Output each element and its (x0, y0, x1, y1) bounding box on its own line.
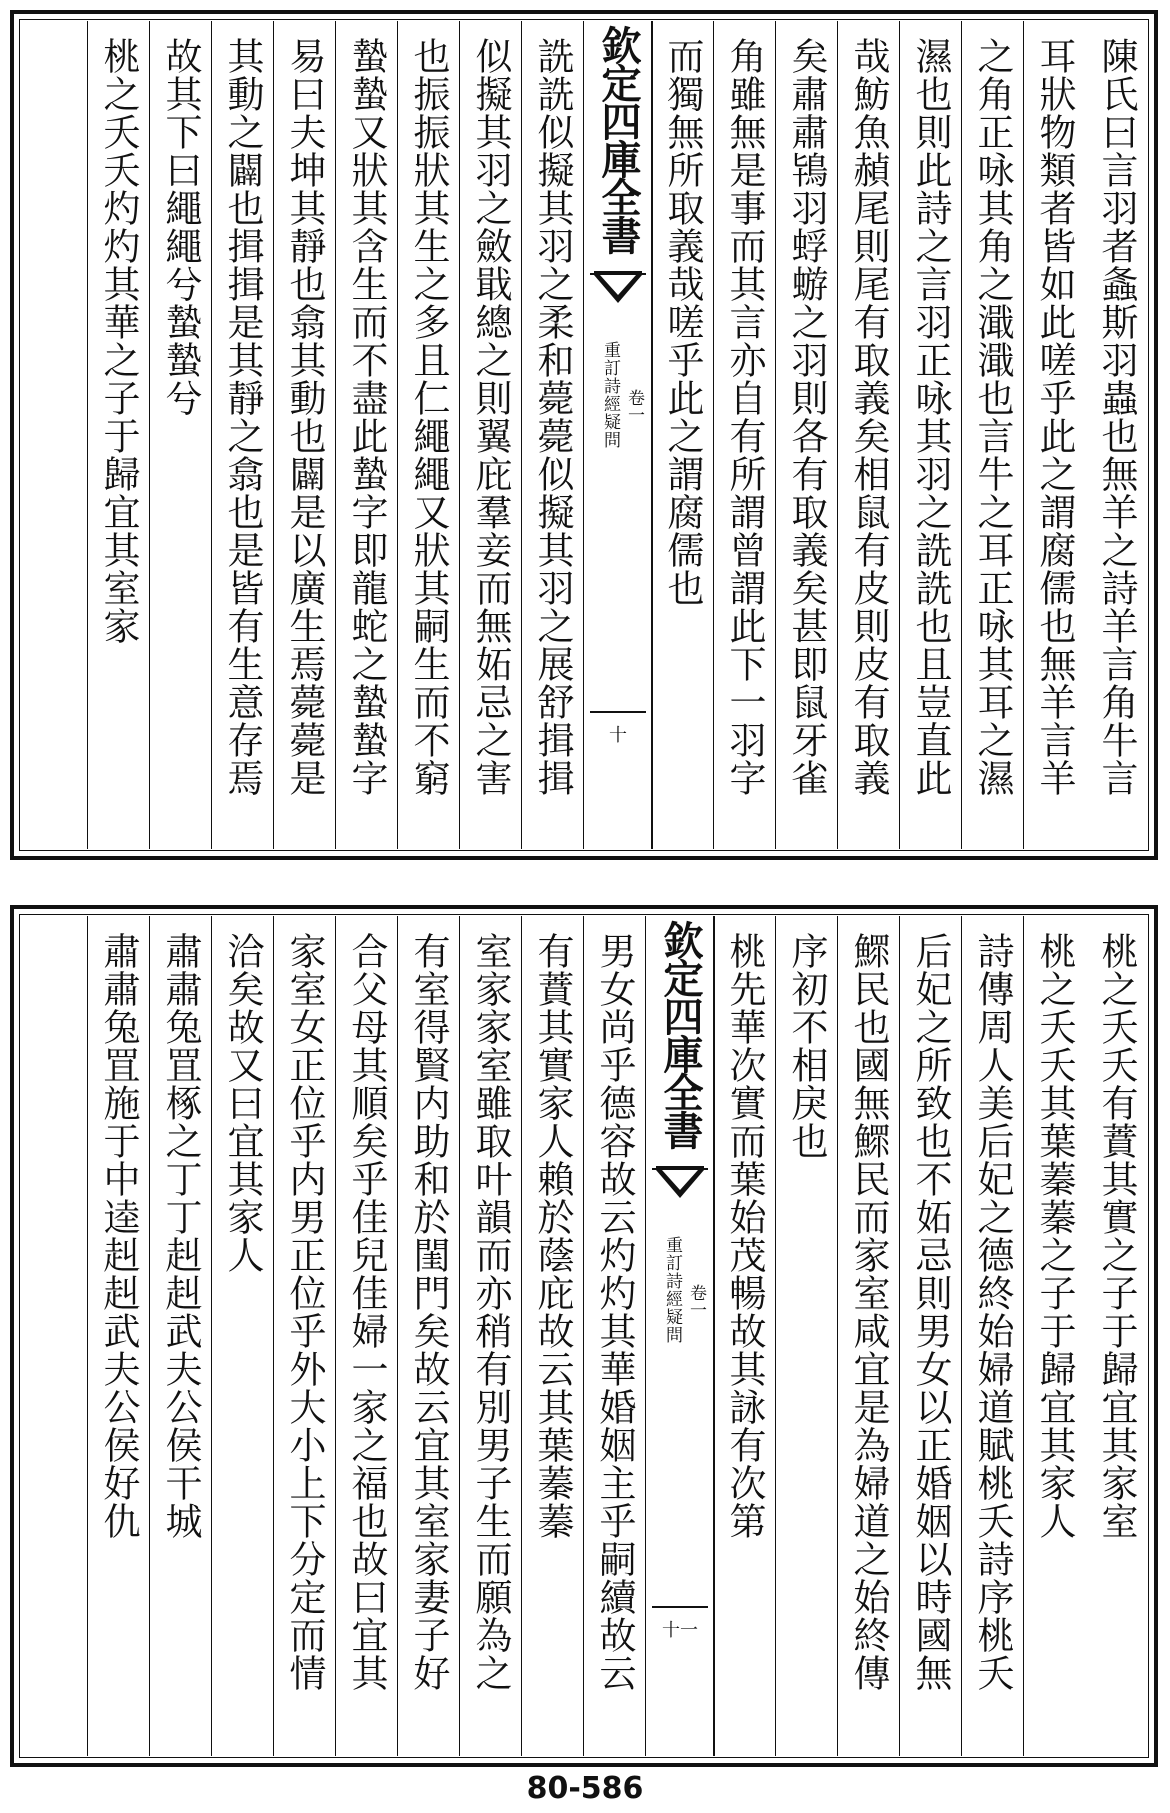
text-column: 桃先華次實而葉始茂暢故其詠有次第 (713, 916, 775, 1756)
text-column: 桃之夭夭其葉蓁蓁之子于歸宜其家人 (1023, 916, 1085, 1756)
text-column: 序初不相戾也 (775, 916, 837, 1756)
footer-page-ref: 80-586 (526, 1771, 644, 1806)
text-column: 有室得賢内助和於閨門矣故云宜其室家妻子好 (397, 916, 459, 1756)
text-column: 后妃之所致也不妬忌則男女以正婚姻以時國無 (899, 916, 961, 1756)
bottom-page (10, 905, 1158, 1767)
text-column: 陳氏曰言羽者螽斯羽蟲也無羊之詩羊言角牛言 (1095, 37, 1138, 797)
text-column: 肅肅兔罝施于中逵赳赳武夫公侯好仇 (87, 916, 149, 1756)
text-column: 耳狀物類者皆如此嗟乎此之謂腐儒也無羊言羊 (1023, 21, 1085, 849)
book-title: 欽定四庫全書 (657, 920, 704, 1148)
text-column: 角雖無是事而其言亦自有所謂曾謂此下一羽字 (713, 21, 775, 849)
text-column: 故其下曰繩繩兮蟄蟄兮 (149, 21, 211, 849)
top-columns (21, 21, 1147, 849)
center-fold (645, 916, 715, 1756)
text-column: 易曰夫坤其靜也翕其動也闢是以廣生焉薨薨是 (273, 21, 335, 849)
fish-tail-mark-icon (592, 269, 644, 309)
text-column: 而獨無所取義哉嗟乎此之謂腐儒也 (651, 21, 713, 849)
bottom-columns (21, 916, 1147, 1756)
text-column: 男女尚乎德容故云灼灼其華婚姻主乎嗣續故云 (583, 916, 645, 1756)
text-column: 也振振狀其生之多且仁繩繩又狀其嗣生而不窮 (397, 21, 459, 849)
text-column: 似擬其羽之斂戢總之則翼庇羣妾而無妬忌之害 (459, 21, 521, 849)
book-title: 欽定四庫全書 (595, 25, 642, 253)
text-column: 有蕡其實家人賴於蔭庇故云其葉蓁蓁 (521, 916, 583, 1756)
text-column: 矣肅肅鴇羽蜉蝣之羽則各有取義矣甚即鼠牙雀 (775, 21, 837, 849)
book-subtitle: 重訂詩經疑問 (600, 341, 620, 449)
text-column: 其動之闢也揖揖是其靜之翕也是皆有生意存焉 (211, 21, 273, 849)
volume-label: 卷一 (624, 389, 644, 423)
text-column: 室家家室雖取叶韻而亦稍有別男子生而願為之 (459, 916, 521, 1756)
text-column: 詵詵似擬其羽之柔和薨薨似擬其羽之展舒揖揖 (521, 21, 583, 849)
fold-divider (590, 711, 646, 713)
text-column: 桃之夭夭有蕡其實之子于歸宜其家室 (1095, 932, 1138, 1540)
text-column: 濕也則此詩之言羽正咏其羽之詵詵也且豈直此 (899, 21, 961, 849)
fold-divider (652, 1606, 708, 1608)
text-column: 之角正咏其角之濈濈也言牛之耳正咏其耳之濕 (961, 21, 1023, 849)
book-subtitle: 重訂詩經疑問 (662, 1236, 682, 1344)
top-page (10, 10, 1158, 860)
text-column: 桃之夭夭灼灼其華之子于歸宜其室家 (87, 21, 149, 849)
text-column: 哉魴魚赬尾則尾有取義矣相鼠有皮則皮有取義 (837, 21, 899, 849)
fish-tail-mark-icon (654, 1164, 706, 1204)
text-column: 鰥民也國無鰥民而家室咸宜是為婦道之始終傳 (837, 916, 899, 1756)
text-column: 詩傳周人美后妃之德終始婦道賦桃夭詩序桃夭 (961, 916, 1023, 1756)
leaf-number: 十一 (662, 1620, 698, 1641)
text-column: 家室女正位乎内男正位乎外大小上下分定而情 (273, 916, 335, 1756)
volume-label: 卷一 (686, 1284, 706, 1318)
center-fold (583, 21, 653, 849)
text-column: 蟄蟄又狀其含生而不盡此蟄字即龍蛇之蟄蟄字 (335, 21, 397, 849)
text-column: 合父母其順矣乎佳兒佳婦一家之福也故曰宜其 (335, 916, 397, 1756)
text-column: 肅肅兔罝椓之丁丁赳赳武夫公侯干城 (149, 916, 211, 1756)
text-column: 洽矣故又曰宜其家人 (211, 916, 273, 1756)
leaf-number: 十 (609, 725, 627, 746)
